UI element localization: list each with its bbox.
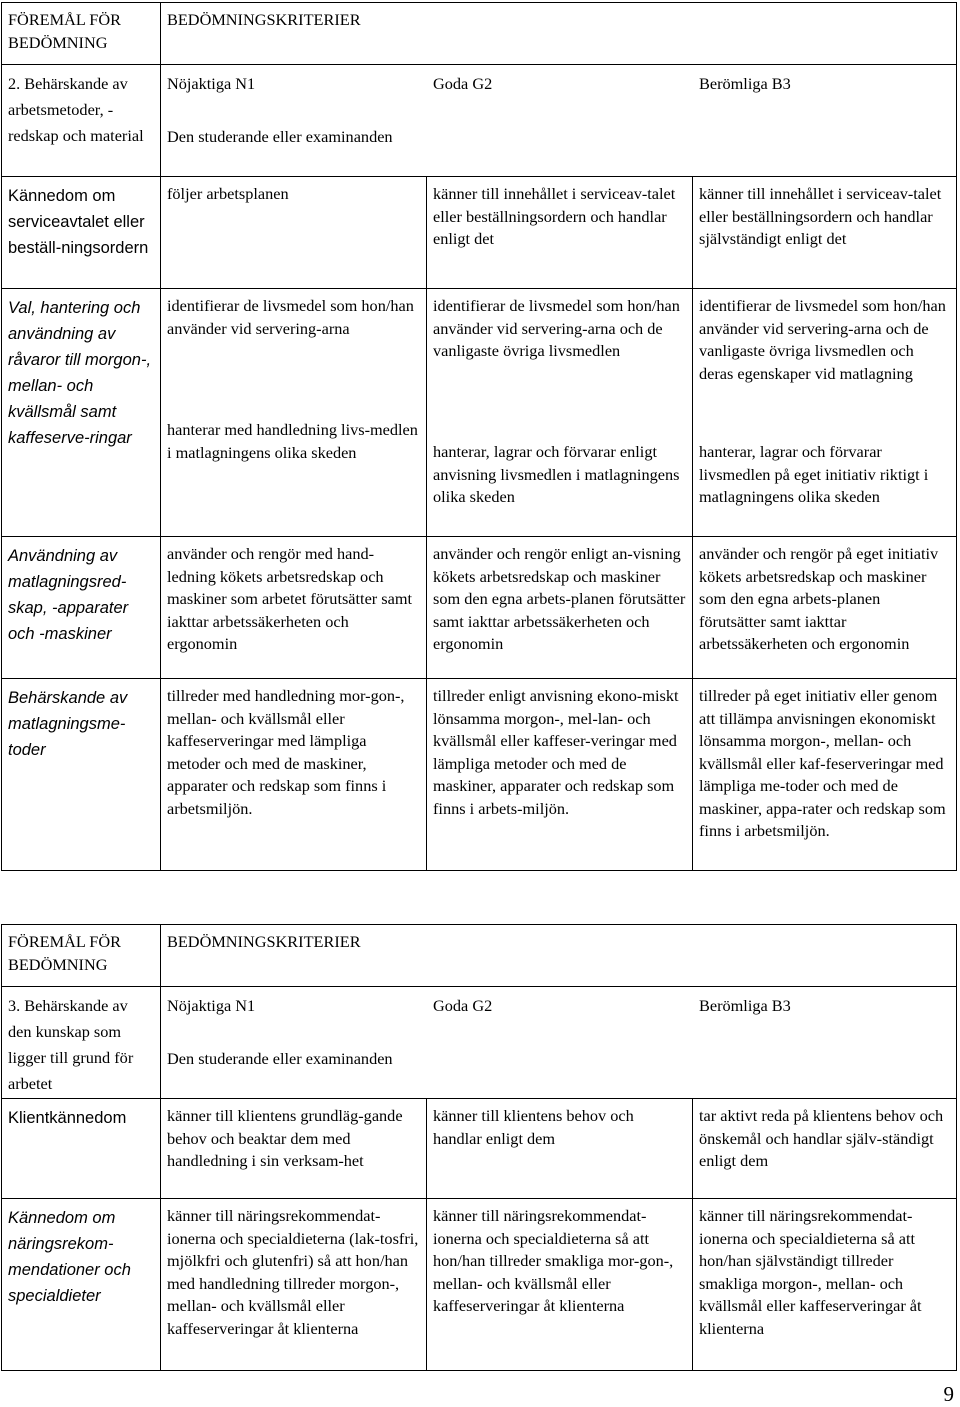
cell-g2: tillreder enligt anvisning ekono-miskt lönsamma morgon-, mel-lan- och kvällsmål eller kaffeser-veringar med lämpliga metoder och med de maskiner, apparater och redskap som finns i arbets-miljön. (427, 679, 693, 871)
row-label-kitchen-tools: Användning av matlagningsred-skap, -apparater och -maskiner (2, 537, 161, 679)
cell-b3: känner till innehållet i serviceav-talet eller beställningsordern och handlar självständigt enligt det (693, 177, 957, 289)
assessment-table-1 (1, 2, 957, 871)
cell-b3: tillreder på eget initiativ eller genom att tillämpa anvisningen ekonomiskt lönsamma morgon-, mellan- och kvällsmål eller kaf-feserveringar med lämpliga me-toder och med de maskiner, appa-rater och redskap som finns i arbetsmiljön. (693, 679, 957, 871)
criterion-handle: hanterar, lagrar och förvarar enligt anvisning livsmedlen i matlagningens olika skeden (433, 442, 680, 506)
row-label-service-agreement: Kännedom om serviceavtalet eller beställ-ningsordern (2, 177, 161, 289)
cell-n1: känner till klientens grundläg-gande behov och beaktar dem med handledning i sin verksam-het (161, 1099, 427, 1199)
criterion-identify: identifierar de livsmedel som hon/han använder vid servering-arna och de vanligaste övriga livsmedlen och deras egenskaper vid matlagning (699, 296, 946, 383)
subject-line: Den studerande eller examinanden (167, 1048, 393, 1068)
cell-g2: känner till klientens behov och handlar enligt dem (427, 1099, 693, 1199)
levels-cell (161, 987, 957, 1099)
criterion-handle: hanterar, lagrar och förvarar livsmedlen på eget initiativ riktigt i matlagningens olika skeden (699, 442, 929, 506)
level-b3-label: Berömliga B3 (699, 74, 791, 93)
cell-g2 (427, 289, 693, 537)
cell-b3 (693, 289, 957, 537)
assessment-area-title: 3. Behärskande av den kunskap som ligger till grund för arbetet (2, 987, 161, 1099)
cell-b3: känner till näringsrekommendat-ionerna och specialdieterna så att hon/han självständigt tillreder smakliga morgon-, mellan- och kvällsmål eller kaffeserveringar åt klienterna (693, 1199, 957, 1371)
row-label-cooking-methods: Behärskande av matlagningsme-toder (2, 679, 161, 871)
level-n1-label: Nöjaktiga N1 (167, 74, 256, 93)
cell-n1: använder och rengör med hand-ledning kökets arbetsredskap och maskiner som arbetet förutsätter samt iakttar arbetssäkerheten och ergonomin (161, 537, 427, 679)
level-b3-label: Berömliga B3 (699, 996, 791, 1015)
levels-cell (161, 65, 957, 177)
cell-n1 (161, 289, 427, 537)
row-label-nutrition: Kännedom om näringsrekom-mendationer och specialdieter (2, 1199, 161, 1371)
header-assessment-criteria: BEDÖMNINGSKRITERIER (161, 925, 957, 987)
header-assessment-criteria: BEDÖMNINGSKRITERIER (161, 3, 957, 65)
row-label-raw-materials: Val, hantering och användning av råvaror till morgon-, mellan- och kvällsmål samt kaffeserve-ringar (2, 289, 161, 537)
criterion-identify: identifierar de livsmedel som hon/han använder vid servering-arna (167, 296, 414, 338)
assessment-table-2 (1, 924, 957, 1371)
subject-line: Den studerande eller examinanden (167, 126, 393, 146)
row-label-client-knowledge: Klientkännedom (2, 1099, 161, 1199)
header-subject-of-assessment: FÖREMÅL FÖR BEDÖMNING (2, 925, 161, 987)
level-g2-label: Goda G2 (433, 996, 493, 1015)
level-n1-label: Nöjaktiga N1 (167, 996, 256, 1015)
cell-b3: tar aktivt reda på klientens behov och önskemål och handlar själv-ständigt enligt dem (693, 1099, 957, 1199)
assessment-area-title: 2. Behärskande av arbetsmetoder, -redskap och material (2, 65, 161, 177)
cell-b3: använder och rengör på eget initiativ kökets arbetsredskap och maskiner som den egna arbets-planen förutsätter samt iakttar arbetssäkerheten och ergonomin (693, 537, 957, 679)
cell-n1: följer arbetsplanen (161, 177, 427, 289)
criterion-handle: hanterar med handledning livs-medlen i matlagningens olika skeden (167, 420, 418, 462)
criterion-identify: identifierar de livsmedel som hon/han använder vid servering-arna och de vanligaste övriga livsmedlen (433, 296, 680, 360)
cell-g2: känner till innehållet i serviceav-talet eller beställningsordern och handlar enligt det (427, 177, 693, 289)
header-subject-of-assessment: FÖREMÅL FÖR BEDÖMNING (2, 3, 161, 65)
cell-g2: känner till näringsrekommendat-ionerna och specialdieterna så att hon/han tillreder smakliga mor-gon-, mellan- och kvällsmål eller kaffeserveringar åt klienterna (427, 1199, 693, 1371)
cell-n1: tillreder med handledning mor-gon-, mellan- och kvällsmål eller kaffeserveringar med lämpliga metoder och med de maskiner, apparater och redskap som finns i arbetsmiljön. (161, 679, 427, 871)
level-g2-label: Goda G2 (433, 74, 493, 93)
cell-n1: känner till näringsrekommendat-ionerna och specialdieterna (lak-tosfri, mjölkfri och glutenfri) så att hon/han med handledning tillreder morgon-, mellan- och kvällsmål eller kaffeserveringar åt klienterna (161, 1199, 427, 1371)
page-number: 9 (943, 1382, 954, 1406)
cell-g2: använder och rengör enligt an-visning kökets arbetsredskap och maskiner som den egna arbets-planen förutsätter samt iakttar arbetssäkerheten och ergonomin (427, 537, 693, 679)
